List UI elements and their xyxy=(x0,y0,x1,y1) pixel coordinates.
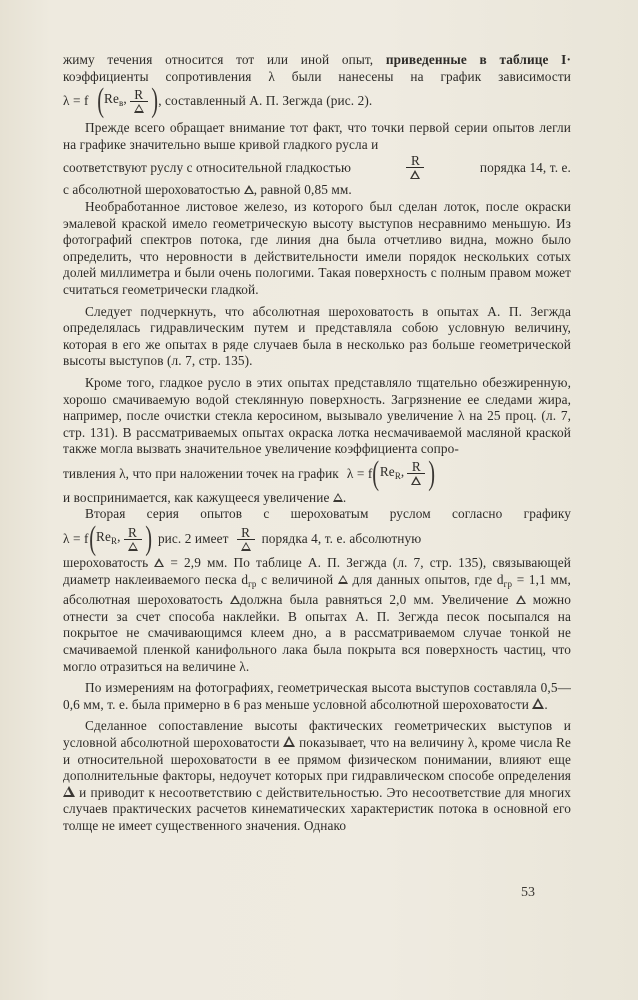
paragraph: Вторая серия опытов с шероховатым руслом согласно графику xyxy=(85,506,571,522)
left-paren: ( xyxy=(96,82,104,120)
right-paren: ) xyxy=(144,520,152,558)
delta-icon xyxy=(230,595,240,604)
paragraph: По измерениям на фотографиях, геометрическая высота выступов составляла 0,5—0,6 мм, т. е. была примерно в 6 раз меньше условной абсолютной шероховатости . xyxy=(63,680,571,712)
paragraph: Следует подчеркнуть, что абсолютная шероховатость в опытах А. П. Зегжда определялась гидравлическим путем и представляла собою условную величину, которая в его же опытах в ряде случаев была в несколько раз больше геометрической высоты выступов (л. 7, стр. 135). xyxy=(63,303,571,369)
formula-1: λ = f ( $Re_в$, R ) , составленный А. П. Зегжда (рис. 2). xyxy=(63,82,373,120)
delta-icon xyxy=(244,185,254,194)
delta-icon xyxy=(154,558,164,567)
text-line: с абсолютной шероховатостью , равной 0,85 мм. xyxy=(63,182,352,198)
delta-icon xyxy=(516,595,526,604)
delta-icon xyxy=(241,542,251,551)
fraction: R xyxy=(124,526,142,553)
fraction: R xyxy=(407,460,425,487)
delta-icon xyxy=(128,542,138,551)
delta-icon xyxy=(283,736,295,747)
paragraph: Кроме того, гладкое русло в этих опытах представляло тщательно обезжиренную, хорошо смачиваемую водой стеклянную поверхность. Загрязнение ее следами жира, например, после очистки стекла керосином, вызывало увеличение λ на 25 проц. (л. 7, стр. 131). В рассматриваемых опытах окраска лотка несмачиваемой масляной краской также могла вызвать значительное увеличение коэффициента сопро- xyxy=(63,374,571,457)
delta-icon xyxy=(411,476,421,485)
paragraph: Сделанное сопоставление высоты фактических геометрических выступов и условной абсолютной шероховатости показывает, что на величину λ, кроме числа Re и относительной шероховатости в ее прямом физическом понимании, влияют еще дополнительные факторы, недоучет которых при гидравлическом способе определения и приводит к несоответствию с действительностью. Это несоответствие для многих случаев практических расчетов кинематических характеристик потока в основной его толще не имеет существенного значения. Однако xyxy=(63,718,571,833)
page-text xyxy=(63,52,571,835)
text-line: коэффициенты сопротивления λ были нанесены на график зависимости xyxy=(63,68,571,84)
formula-4: λ = f ( $Re_R$, R ) рис. 2 имеет R порядка 4, т. е. абсолютную xyxy=(63,520,422,558)
paragraph: шероховатость = 2,9 мм. По таблице А. П. Зегжда (л. 7, стр. 135), связывающей диаметр наклеиваемого песка $d_{гр}$ с величиной для данных опытов, где $d_{гр} = 1,1$ мм, абсолютная шероховатость должна была равняться 2,0 мм. Увеличение можно отнести за счет способа наклейки. В опытах А. П. Зегжда песок посыпался на покрытое не смачивающимся клеем дно, а в рассматриваемом случае тонкой не смачиваемой пленкой канифольного лака была покрыта вся поверхность частиц, что могло отразиться на величине λ. xyxy=(63,555,571,674)
left-paren: ( xyxy=(88,520,96,558)
delta-icon xyxy=(333,493,343,502)
formula-2: соответствуют руслу с относительной гладкостью R порядка 14, т. е. xyxy=(63,154,571,181)
formula-3: тивления λ, что при наложении точек на график λ = f ( $Re_R$, R ) xyxy=(63,454,436,492)
delta-icon xyxy=(410,170,420,179)
fraction: R xyxy=(237,526,255,553)
fraction: R xyxy=(406,154,424,181)
fraction: R xyxy=(130,88,148,115)
delta-icon xyxy=(532,698,544,709)
delta-icon xyxy=(134,104,144,113)
delta-icon xyxy=(338,575,348,584)
page-number: 53 xyxy=(521,885,535,900)
left-paren: ( xyxy=(372,454,380,492)
text-line: и воспринимается, как кажущееся увеличение . xyxy=(63,489,347,505)
paragraph: Прежде всего обращает внимание тот факт, что точки первой серии опытов легли на графике значительно выше кривой гладкого русла и xyxy=(63,120,571,152)
right-paren: ) xyxy=(151,82,158,120)
paragraph: Необработанное листовое железо, из которого был сделан лоток, после окраски эмалевой краской имело геометрическую высоту выступов несравнимо меньшую. Из фотографий спектров потока, где линия дна была отчетливо видна, можно было определить, что неровности в действительности имели порядок нескольких сотых долей миллиметра и были очень пологими. Такая поверхность с полным правом может считаться геометрически гладкой. xyxy=(63,198,571,297)
delta-icon xyxy=(63,786,75,797)
right-paren: ) xyxy=(428,454,436,492)
text-line: жиму течения относится тот или иной опыт, приведенные в таблице I· xyxy=(63,52,571,67)
